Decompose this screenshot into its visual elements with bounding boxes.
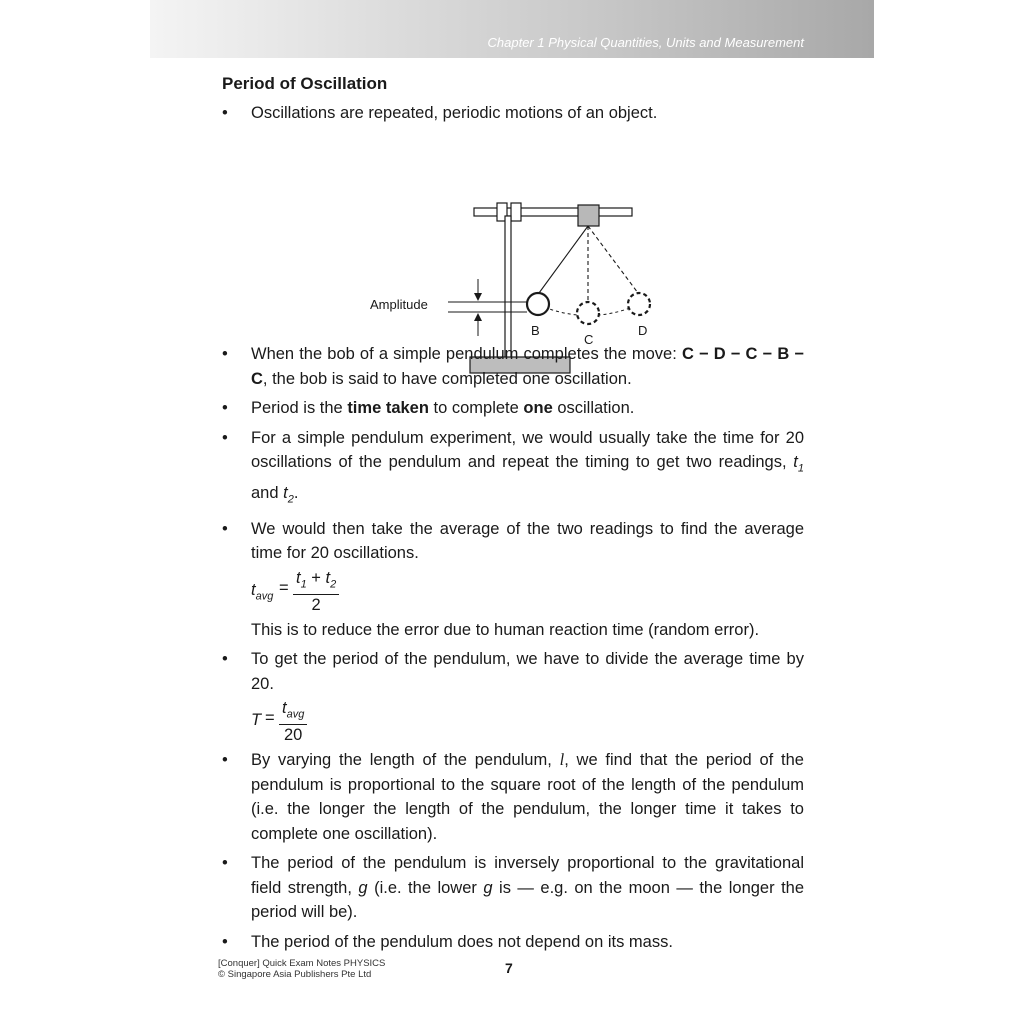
label-c: C <box>584 332 594 347</box>
bob-c <box>577 302 599 324</box>
section-title: Period of Oscillation <box>222 74 388 93</box>
bullet-experiment: • For a simple pendulum experiment, we would usually take the time for 20 oscillations of the pendulum and repeat the timing to get two readings, $t_1$ and $t_2$. <box>222 426 804 512</box>
amplitude-label: Amplitude <box>370 297 428 312</box>
page-content <box>222 72 804 959</box>
bullet-period-definition: • Period is the time taken to complete one oscillation. <box>222 396 804 421</box>
formula-average-lhs: $t_{avg}$ <box>251 580 274 602</box>
bob-d <box>628 293 650 315</box>
chapter-title: Chapter 1 Physical Quantities, Units and Measurement <box>487 35 804 50</box>
pendulum-diagram <box>222 131 804 347</box>
bullet-length: • By varying the length of the pendulum, l, we find that the period of the pendulum is proportional to the square root of the length of the pendulum (i.e. the longer the length of the pendulum, the longer time it takes to complete one oscillation). <box>222 748 804 846</box>
bullet-gravity: • The period of the pendulum is inversely proportional to the gravitational field strength, g (i.e. the lower g is — e.g. on the moon — the longer the period will be). <box>222 851 804 925</box>
formula-period: T = $t_{avg}$ 20 <box>251 698 804 744</box>
pivot-block <box>578 205 599 226</box>
pendulum-figure <box>222 131 804 347</box>
page-number: 7 <box>505 960 513 976</box>
string-d <box>588 226 638 293</box>
formula-average: $t_{avg}$ = $\frac{t_1 + t_2}{2}$ <box>251 568 804 614</box>
label-b: B <box>531 323 540 338</box>
formula-period-lhs: T <box>251 711 262 730</box>
bob-b <box>527 293 549 315</box>
bullet-oscillation-definition: • When the bob of a simple pendulum completes the move: C − D − C − B − C, the bob is said to have completed one oscillation. <box>222 342 804 391</box>
stand-pole <box>505 216 511 358</box>
header-bar <box>150 0 874 58</box>
oscillation-sequence: C − D − C − B − C <box>251 345 804 388</box>
average-explanation: This is to reduce the error due to human reaction time (random error). <box>251 620 760 639</box>
label-d: D <box>638 323 648 338</box>
bullet-mass: • The period of the pendulum does not depend on its mass. <box>222 930 804 955</box>
bullet-period-calc: • To get the period of the pendulum, we have to divide the average time by 20. <box>222 647 804 696</box>
clamp-right <box>511 203 521 221</box>
string-b <box>539 226 588 293</box>
bullet-intro: • Oscillations are repeated, periodic motions of an object. <box>222 101 804 126</box>
bullet-average: • We would then take the average of the two readings to find the average time for 20 oscillations. <box>222 517 804 566</box>
formula-average-fraction: $\frac{t_1 + t_2}{2}$ <box>293 568 339 615</box>
amplitude-arrowhead-bottom <box>474 313 482 321</box>
footer-publisher: [Conquer] Quick Exam Notes PHYSICS © Singapore Asia Publishers Pte Ltd <box>218 958 386 980</box>
formula-period-fraction: $t_{avg}$ 20 <box>279 698 307 745</box>
amplitude-arrowhead-top <box>474 293 482 301</box>
